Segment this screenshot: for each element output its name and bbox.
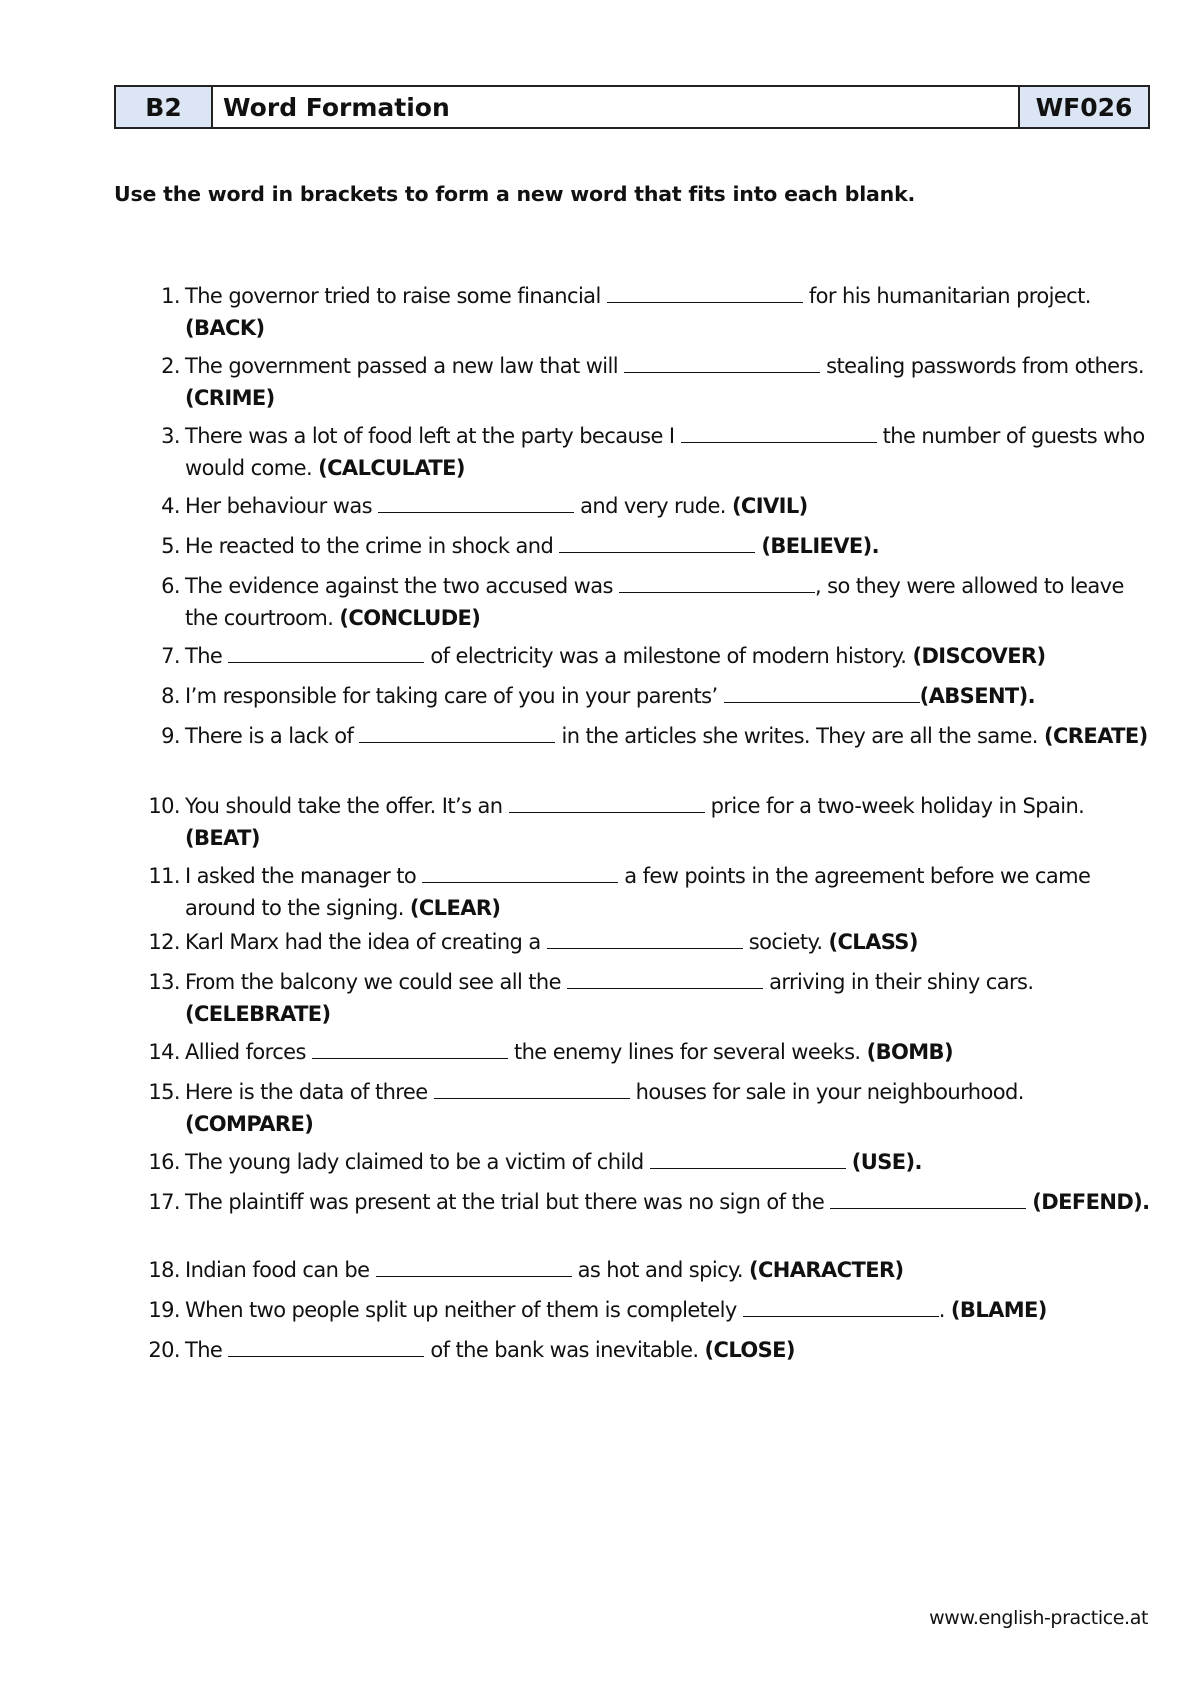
answer-blank[interactable] — [830, 1186, 1026, 1209]
answer-blank[interactable] — [376, 1254, 572, 1277]
answer-blank[interactable] — [743, 1294, 939, 1317]
sentence-start: When two people split up neither of them is completely — [185, 1298, 743, 1322]
sentence-start: Her behaviour was — [185, 494, 379, 518]
item-sentence — [185, 1254, 1154, 1286]
sentence-end: a few points in the agreement before we came around to the signing. — [185, 864, 1091, 920]
answer-blank[interactable] — [312, 1036, 508, 1059]
base-word: (BEAT) — [185, 826, 260, 850]
answer-blank[interactable] — [509, 790, 705, 813]
item-sentence — [185, 640, 1154, 672]
sentence-end: society. — [742, 930, 829, 954]
answer-blank[interactable] — [547, 926, 743, 949]
exercise-item — [144, 860, 1154, 924]
item-sentence — [185, 280, 1154, 344]
item-sentence — [185, 926, 1154, 958]
item-sentence — [185, 1334, 1154, 1366]
sentence-start: The — [185, 1338, 229, 1362]
answer-blank[interactable] — [650, 1146, 846, 1169]
exercise-item — [144, 530, 1154, 562]
item-number: 3. — [161, 424, 180, 448]
item-number: 7. — [161, 644, 180, 668]
item-sentence — [185, 860, 1154, 924]
item-number: 16. — [148, 1150, 180, 1174]
sentence-end: the enemy lines for several weeks. — [507, 1040, 867, 1064]
exercise-item — [144, 790, 1154, 854]
exercise-item — [144, 350, 1154, 414]
exercise-item — [144, 1186, 1154, 1218]
sentence-end: of electricity was a milestone of modern history. — [424, 644, 913, 668]
sentence-start: From the balcony we could see all the — [185, 970, 568, 994]
item-number: 8. — [161, 684, 180, 708]
exercise-item — [144, 966, 1154, 1030]
item-sentence — [185, 530, 1154, 562]
answer-blank[interactable] — [619, 570, 815, 593]
exercise-item — [144, 1334, 1154, 1366]
item-sentence — [185, 1294, 1154, 1326]
sentence-end: , so they were allowed to leave the courtroom. — [185, 574, 1124, 630]
exercise-item — [144, 926, 1154, 958]
exercise-item — [144, 680, 1154, 712]
item-number: 4. — [161, 494, 180, 518]
item-number: 20. — [148, 1338, 180, 1362]
answer-blank[interactable] — [607, 280, 803, 303]
answer-blank[interactable] — [567, 966, 763, 989]
sentence-end: arriving in their shiny cars. — [763, 970, 1034, 994]
exercise-item — [144, 640, 1154, 672]
item-number: 1. — [161, 284, 180, 308]
base-word: (DEFEND). — [1032, 1190, 1150, 1214]
base-word: (CELEBRATE) — [185, 1002, 331, 1026]
item-number: 18. — [148, 1258, 180, 1282]
item-sentence — [185, 1186, 1154, 1218]
sentence-start: The young lady claimed to be a victim of child — [185, 1150, 650, 1174]
website-footer: www.english-practice.at — [929, 1607, 1148, 1629]
item-number: 5. — [161, 534, 180, 558]
sentence-start: The plaintiff was present at the trial but there was no sign of the — [185, 1190, 831, 1214]
exercise-item — [144, 1146, 1154, 1178]
answer-blank[interactable] — [681, 420, 877, 443]
sentence-end: for his humanitarian project. — [802, 284, 1091, 308]
sentence-end: the number of guests who would come. — [185, 424, 1145, 480]
sentence-start: Indian food can be — [185, 1258, 376, 1282]
base-word: (CONCLUDE) — [339, 606, 481, 630]
worksheet-title: Word Formation — [213, 87, 1020, 127]
item-sentence — [185, 420, 1154, 484]
worksheet-code: WF026 — [1020, 87, 1148, 127]
base-word: (CRIME) — [185, 386, 275, 410]
answer-blank[interactable] — [359, 720, 555, 743]
base-word: (ABSENT). — [919, 684, 1036, 708]
exercise-item — [144, 1036, 1154, 1068]
sentence-start: The governor tried to raise some financial — [185, 284, 607, 308]
item-sentence — [185, 790, 1154, 854]
answer-blank[interactable] — [228, 640, 424, 663]
item-sentence — [185, 1036, 1154, 1068]
sentence-start: The evidence against the two accused was — [185, 574, 619, 598]
item-number: 9. — [161, 724, 180, 748]
item-number: 13. — [148, 970, 180, 994]
base-word: (BACK) — [185, 316, 265, 340]
base-word: (BOMB) — [866, 1040, 953, 1064]
sentence-start: There is a lack of — [185, 724, 360, 748]
answer-blank[interactable] — [559, 530, 755, 553]
item-number: 6. — [161, 574, 180, 598]
item-sentence — [185, 570, 1154, 634]
item-number: 11. — [148, 864, 180, 888]
exercise-item — [144, 720, 1154, 752]
sentence-end: in the articles she writes. They are all the same. — [555, 724, 1044, 748]
base-word: (CLEAR) — [409, 896, 501, 920]
sentence-end: and very rude. — [574, 494, 732, 518]
item-sentence — [185, 966, 1154, 1030]
item-number: 15. — [148, 1080, 180, 1104]
exercise-item — [144, 570, 1154, 634]
sentence-end: . — [938, 1298, 951, 1322]
exercise-item — [144, 1076, 1154, 1140]
base-word: (COMPARE) — [185, 1112, 314, 1136]
base-word: (DISCOVER) — [912, 644, 1046, 668]
base-word: (CLASS) — [828, 930, 918, 954]
base-word: (CLOSE) — [704, 1338, 795, 1362]
answer-blank[interactable] — [422, 860, 618, 883]
exercise-item — [144, 1254, 1154, 1286]
sentence-start: Allied forces — [185, 1040, 312, 1064]
item-number: 14. — [148, 1040, 180, 1064]
sentence-end: as hot and spicy. — [571, 1258, 749, 1282]
item-sentence — [185, 350, 1154, 414]
sentence-end: of the bank was inevitable. — [424, 1338, 705, 1362]
sentence-start: I asked the manager to — [185, 864, 423, 888]
base-word: (CIVIL) — [731, 494, 808, 518]
sentence-start: There was a lot of food left at the party because I — [185, 424, 681, 448]
sentence-start: I’m responsible for taking care of you in your parents’ — [185, 684, 724, 708]
item-sentence — [185, 1076, 1154, 1140]
sentence-start: The — [185, 644, 229, 668]
base-word: (CALCULATE) — [318, 456, 465, 480]
exercise-item — [144, 280, 1154, 344]
item-sentence — [185, 1146, 1154, 1178]
base-word: (BELIEVE). — [761, 534, 880, 558]
item-sentence — [185, 720, 1154, 752]
exercise-item — [144, 1294, 1154, 1326]
base-word: (CREATE) — [1043, 724, 1148, 748]
answer-blank[interactable] — [624, 350, 820, 373]
sentence-start: The government passed a new law that will — [185, 354, 625, 378]
item-number: 17. — [148, 1190, 180, 1214]
answer-blank[interactable] — [434, 1076, 630, 1099]
base-word: (CHARACTER) — [749, 1258, 904, 1282]
worksheet-header — [114, 85, 1150, 129]
exercise-item — [144, 490, 1154, 522]
answer-blank[interactable] — [228, 1334, 424, 1357]
item-number: 19. — [148, 1298, 180, 1322]
item-sentence — [185, 680, 1154, 712]
instructions: Use the word in brackets to form a new word that fits into each blank. — [114, 182, 916, 206]
level-badge: B2 — [116, 87, 213, 127]
sentence-end: houses for sale in your neighbourhood. — [629, 1080, 1024, 1104]
item-number: 10. — [148, 794, 180, 818]
exercise-item — [144, 420, 1154, 484]
sentence-start: You should take the offer. It’s an — [185, 794, 509, 818]
item-number: 2. — [161, 354, 180, 378]
answer-blank[interactable] — [724, 680, 920, 703]
base-word: (BLAME) — [950, 1298, 1047, 1322]
sentence-start: He reacted to the crime in shock and — [185, 534, 560, 558]
answer-blank[interactable] — [378, 490, 574, 513]
item-number: 12. — [148, 930, 180, 954]
sentence-end: price for a two-week holiday in Spain. — [704, 794, 1085, 818]
sentence-start: Karl Marx had the idea of creating a — [185, 930, 547, 954]
item-sentence — [185, 490, 1154, 522]
sentence-end: stealing passwords from others. — [820, 354, 1144, 378]
base-word: (USE). — [851, 1150, 922, 1174]
sentence-start: Here is the data of three — [185, 1080, 434, 1104]
